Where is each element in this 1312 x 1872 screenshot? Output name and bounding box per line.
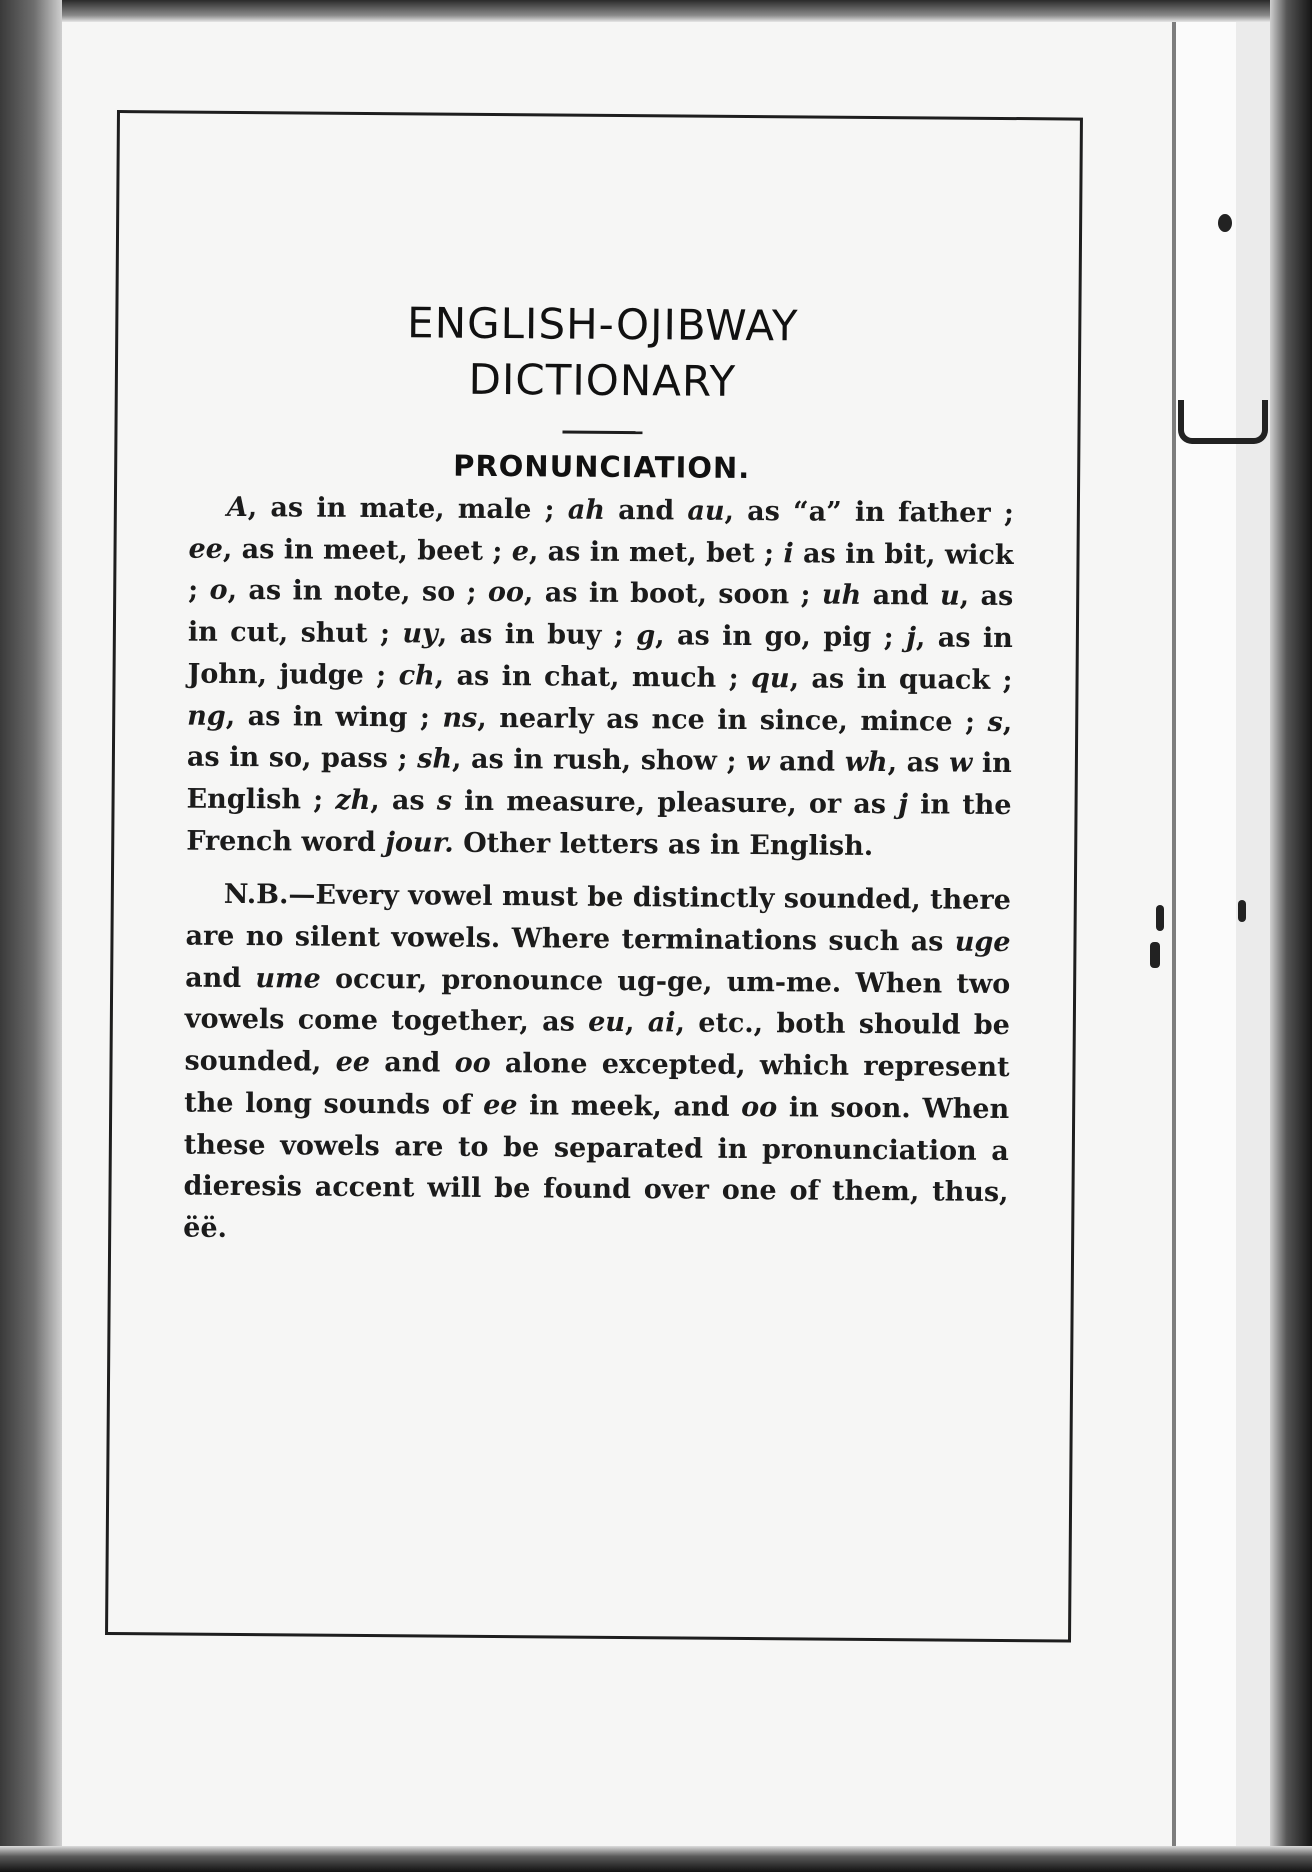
scan-edge-right <box>1270 0 1312 1872</box>
scan-edge-top <box>0 0 1312 22</box>
italic-letter-run: au <box>687 495 725 527</box>
italic-letter-run: e <box>511 535 530 567</box>
italic-letter-run: zh <box>335 784 371 816</box>
text-run: , as in quack ; <box>789 663 1013 696</box>
text-run: Other letters as in English. <box>453 827 874 862</box>
italic-letter-run: u <box>939 580 960 613</box>
text-run: and <box>369 1047 455 1079</box>
italic-letter-run: s <box>436 785 453 817</box>
italic-letter-run: o <box>209 575 228 607</box>
italic-letter-run: w <box>746 746 770 778</box>
italic-letter-run: uge <box>954 926 1011 959</box>
text-run: , as in boot, soon ; <box>523 577 823 611</box>
text-run: in the French word <box>186 789 1012 858</box>
binding-hole <box>1218 214 1232 232</box>
italic-letter-run: ns <box>442 702 478 734</box>
text-run: and <box>861 580 941 612</box>
italic-letter-run: oo <box>454 1047 491 1080</box>
text-run: , as <box>370 784 437 817</box>
page-title <box>190 294 1016 412</box>
text-run: , as in note, so ; <box>227 575 489 609</box>
italic-letter-run: i <box>783 537 794 570</box>
text-run: , as in mate, male ; <box>247 492 568 526</box>
title-divider <box>562 431 642 435</box>
italic-letter-run: ume <box>255 962 321 995</box>
binding-hole <box>1150 942 1160 968</box>
italic-letter-run: ee <box>188 533 224 565</box>
italic-letter-run: ee <box>483 1089 518 1122</box>
text-run: in soon. When these vowels are to be separated in pronunciation a dieresis accent will be found over one of them, thus, ëë. <box>183 1092 1010 1244</box>
staple-mark <box>1178 400 1268 444</box>
text-run: N.B.—Every vowel must be distinctly sounded, there are no silent vowels. Where terminations such as <box>185 879 1011 958</box>
title-line-1: ENGLISH-OJIBWAY <box>406 298 799 351</box>
text-run: , as in John, judge ; <box>187 622 1013 692</box>
text-run: in meek, and <box>517 1090 742 1123</box>
text-run: , as in meet, beet ; <box>222 533 512 567</box>
text-run: , as in cut, shut ; <box>187 581 1014 650</box>
pronunciation-paragraph <box>186 487 1014 869</box>
binding-hole <box>1156 905 1164 931</box>
italic-letter-run: s <box>987 706 1003 738</box>
text-run: , as <box>887 747 950 779</box>
binding-strip <box>1176 22 1236 1846</box>
italic-letter-run: wh <box>844 746 888 779</box>
italic-letter-run: eu <box>588 1007 626 1039</box>
scan-edge-left <box>0 0 62 1872</box>
italic-letter-run: jour. <box>385 826 454 859</box>
italic-letter-run: g <box>636 620 656 652</box>
text-run: , as in buy ; <box>437 618 637 652</box>
text-run: and <box>769 746 845 778</box>
binding-hole <box>1238 900 1246 922</box>
text-run: , as in wing ; <box>225 700 443 734</box>
scan-edge-bottom <box>0 1846 1312 1872</box>
italic-letter-run: qu <box>750 662 790 695</box>
text-run: in measure, pleasure, or as <box>451 785 899 821</box>
italic-letter-run: ch <box>398 660 435 692</box>
text-run: , as in chat, much ; <box>434 660 752 694</box>
italic-letter-run: ah <box>567 494 606 526</box>
text-run: , etc., both should be sounded, <box>184 1007 1010 1078</box>
text-run: , as in so, pass ; <box>186 706 1013 775</box>
italic-letter-run: ai <box>647 1007 676 1039</box>
text-run: as in bit, wick ; <box>188 538 1014 607</box>
italic-letter-run: ng <box>187 700 226 732</box>
italic-letter-run: A <box>226 491 248 524</box>
italic-letter-run: uy <box>402 618 438 650</box>
nota-bene-paragraph <box>183 874 1011 1256</box>
text-run: , as in met, bet ; <box>528 535 784 569</box>
italic-letter-run: j <box>906 622 917 654</box>
italic-letter-run: j <box>898 789 909 821</box>
text-run: occur, pronounce ug-ge, um-me. When two vowels come together, as <box>184 963 1011 1039</box>
italic-letter-run: uh <box>821 579 862 612</box>
title-line-2: DICTIONARY <box>468 354 737 406</box>
text-run: and <box>604 494 688 527</box>
text-run: alone excepted, which represent the long sounds of <box>184 1048 1010 1121</box>
italic-letter-run: w <box>948 747 973 779</box>
text-run: , nearly as nce in since, mince ; <box>477 702 988 738</box>
italic-letter-run: oo <box>741 1091 778 1124</box>
page-border-frame <box>105 110 1083 1643</box>
italic-letter-run: ee <box>335 1046 371 1079</box>
italic-letter-run: sh <box>417 743 453 775</box>
text-run: in English ; <box>186 747 1012 816</box>
text-run: , as “a” in father ; <box>724 495 1014 530</box>
text-run: , <box>624 1007 648 1039</box>
italic-letter-run: oo <box>487 577 525 609</box>
text-run: , as in go, pig ; <box>655 620 907 654</box>
text-run: and <box>185 962 256 994</box>
section-heading: PRONUNCIATION. <box>453 448 751 485</box>
text-run: , as in rush, show ; <box>451 743 747 778</box>
page-content <box>183 294 1015 1256</box>
